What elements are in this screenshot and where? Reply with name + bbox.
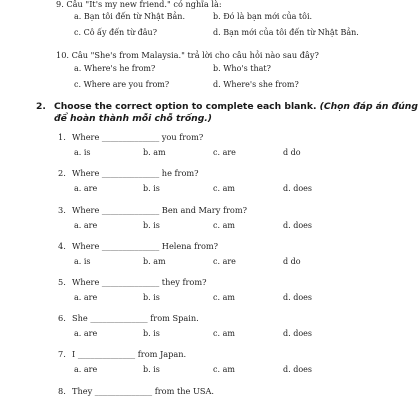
item-2-question: 2. Where ______________ he from? — [58, 168, 199, 178]
item-7-option-b: b. is — [143, 365, 160, 374]
item-4-option-c: c. are — [213, 257, 236, 266]
item-7-option-d: d. does — [283, 365, 312, 374]
item-1-question: 1. Where ______________ you from? — [58, 132, 204, 142]
item-2-option-d: d. does — [283, 184, 312, 193]
section-number: 2. — [36, 101, 46, 112]
item-1-option-b: b. am — [143, 148, 166, 157]
item-3-option-c: c. am — [213, 221, 235, 230]
item-4-option-b: b. am — [143, 257, 166, 266]
item-6-question: 6. She ______________ from Spain. — [58, 313, 199, 323]
item-2-option-a: a. are — [74, 184, 98, 193]
item-7-option-c: c. am — [213, 365, 235, 374]
item-6-option-b: b. is — [143, 329, 160, 338]
item-3-question: 3. Where ______________ Ben and Mary from? — [58, 205, 247, 215]
q9-option-a: a. Bạn tôi đến từ Nhật Bản. — [74, 12, 186, 21]
item-1-option-c: c. are — [213, 148, 236, 157]
q10-option-c: c. Where are you from? — [74, 80, 170, 89]
item-5-option-a: a. are — [74, 293, 98, 302]
item-4-option-d: d do — [283, 257, 301, 266]
q9-stem: 9. Câu "It's my new friend." có nghĩa là: — [56, 0, 222, 9]
item-6-option-a: a. are — [74, 329, 98, 338]
section-instruction-vi-2: để hoàn thành mỗi chỗ trống.) — [54, 113, 212, 124]
item-5-question: 5. Where ______________ they from? — [58, 277, 207, 287]
item-8-question: 8. They ______________ from the USA. — [58, 386, 214, 396]
item-1-option-a: a. is — [74, 148, 91, 157]
q10-option-b: b. Who's that? — [213, 64, 271, 73]
item-4-option-a: a. is — [74, 257, 91, 266]
item-1-option-d: d do — [283, 148, 301, 157]
q9-option-b: b. Đó là bạn mới của tôi. — [213, 12, 313, 21]
section-instruction: Choose the correct option to complete each blank. — [54, 101, 317, 112]
q9-option-d: d. Bạn mới của tôi đến từ Nhật Bản. — [213, 28, 359, 37]
item-5-option-b: b. is — [143, 293, 160, 302]
item-3-option-a: a. are — [74, 221, 98, 230]
q10-option-d: d. Where's she from? — [213, 80, 299, 89]
q10-stem: 10. Câu "She's from Malaysia." trả lời cho câu hỏi nào sau đây? — [56, 50, 319, 60]
q10-option-a: a. Where's he from? — [74, 64, 156, 73]
item-2-option-c: c. am — [213, 184, 235, 193]
item-6-option-c: c. am — [213, 329, 235, 338]
item-3-option-b: b. is — [143, 221, 160, 230]
item-5-option-c: c. am — [213, 293, 235, 302]
q9-option-c: c. Cô ấy đến từ đâu? — [74, 28, 157, 37]
section-instruction-vi-1: (Chọn đáp án đúng — [319, 101, 418, 112]
item-2-option-b: b. is — [143, 184, 160, 193]
item-3-option-d: d. does — [283, 221, 312, 230]
item-4-question: 4. Where ______________ Helena from? — [58, 241, 219, 251]
item-5-option-d: d. does — [283, 293, 312, 302]
item-7-option-a: a. are — [74, 365, 98, 374]
item-7-question: 7. I ______________ from Japan. — [58, 349, 187, 359]
item-6-option-d: d. does — [283, 329, 312, 338]
